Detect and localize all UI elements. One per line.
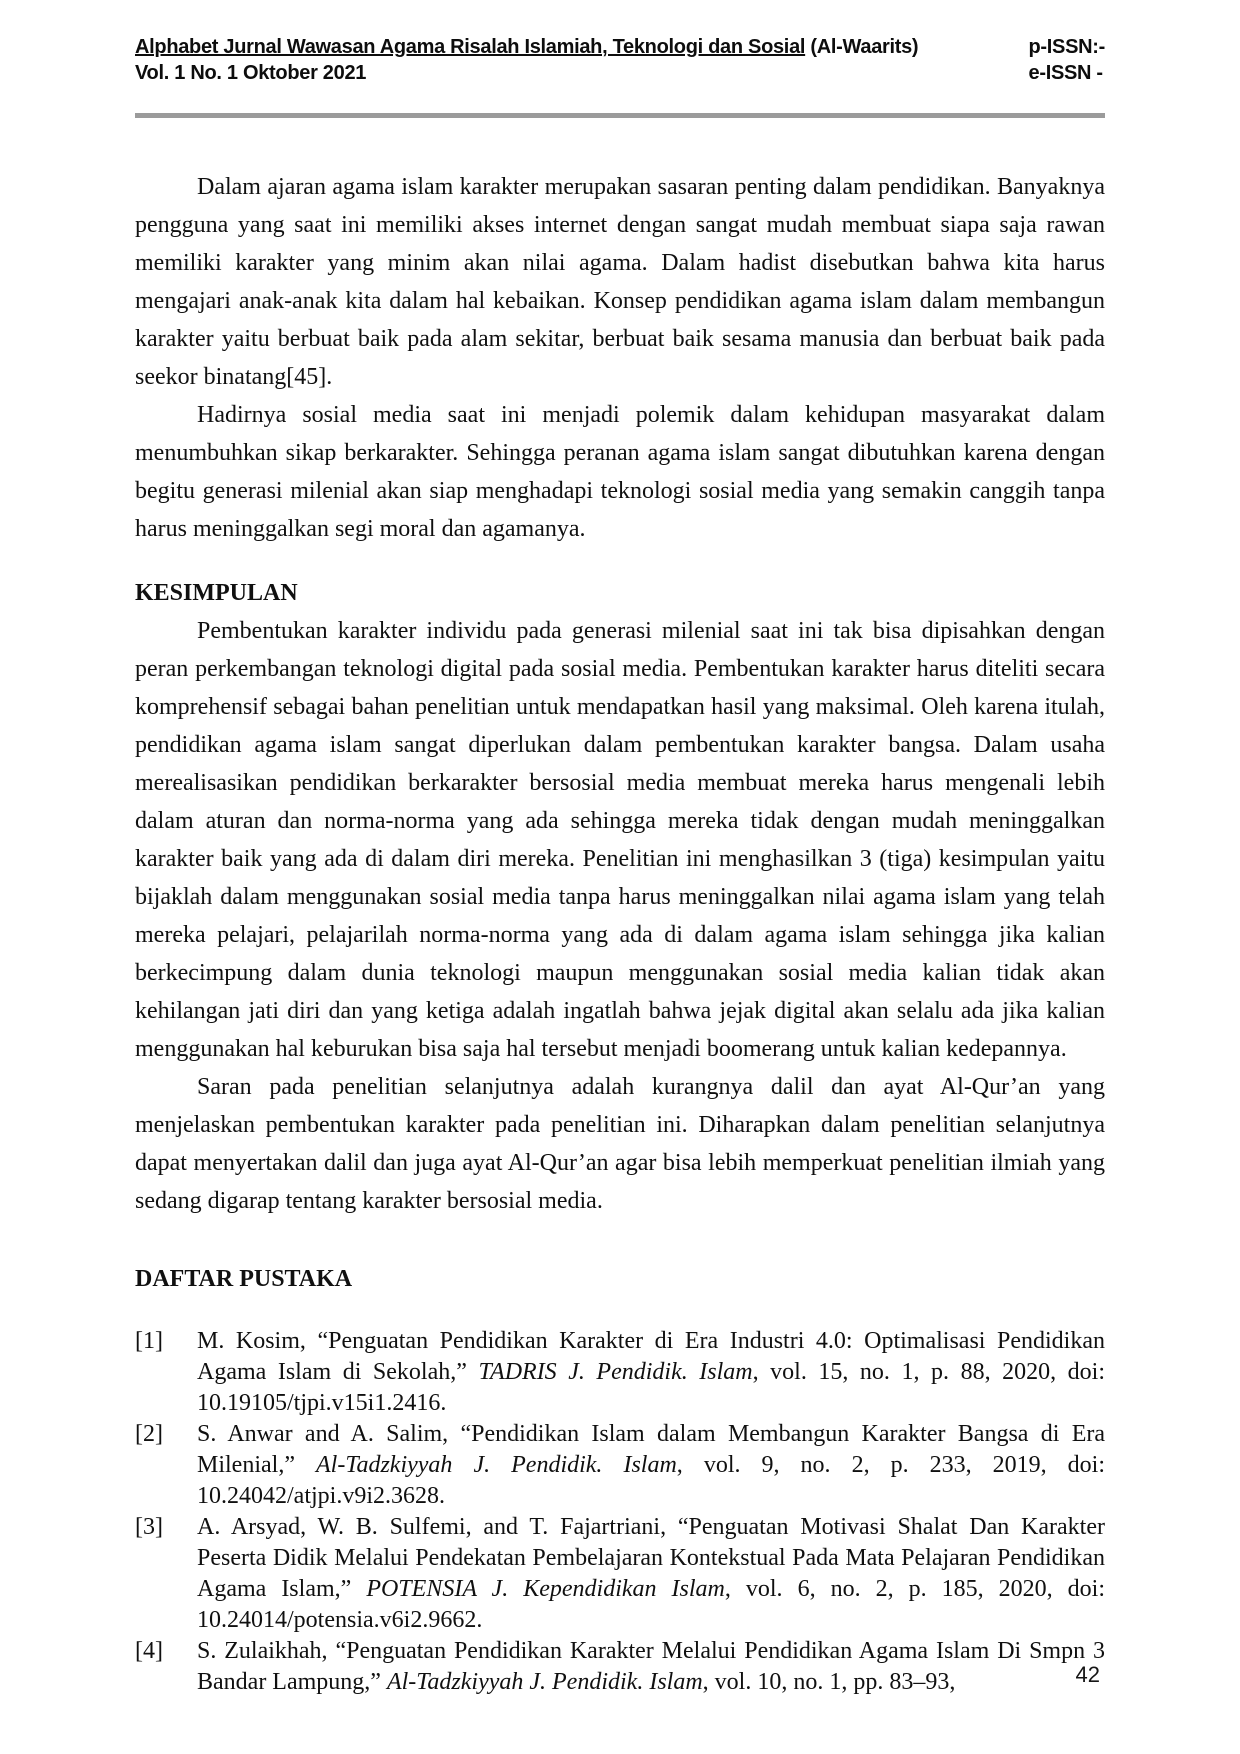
reference-text bbox=[197, 1638, 1105, 1695]
kesimpulan-heading: KESIMPULAN bbox=[135, 580, 298, 606]
reference-segment: M. Kosim, “Penguatan Pendidikan Karakter di Era Industri 4.0: Optimalisasi Pendidikan Agama Islam di Sekolah,” bbox=[197, 1328, 1105, 1385]
journal-title-text: Alphabet Jurnal Wawasan Agama Risalah Islamiah, Teknologi dan Sosial bbox=[135, 36, 806, 58]
reference-journal-name: Al-Tadzkiyyah J. Pendidik. Islam bbox=[386, 1669, 703, 1695]
reference-text bbox=[197, 1328, 1105, 1416]
saran-paragraph: Saran pada penelitian selanjutnya adalah kurangnya dalil dan ayat Al-Qur’an yang menjelaskan pembentukan karakter pada penelitian ini. Diharapkan dalam penelitian selanjutnya dapat menyertakan dalil dan juga ayat Al-Qur’an agar bisa lebih memperkuat penelitian ilmiah yang sedang digarap tentang karakter bersosial media. bbox=[135, 1074, 1105, 1214]
daftar-pustaka-heading: DAFTAR PUSTAKA bbox=[135, 1266, 353, 1292]
reference-number: [3] bbox=[135, 1514, 163, 1540]
reference-segment: , vol. 10, no. 1, pp. 83–93, bbox=[702, 1669, 956, 1695]
reference-entry bbox=[135, 1512, 1105, 1636]
journal-title-abbreviation: (Al-Waarits) bbox=[805, 36, 919, 58]
reference-journal-name: POTENSIA J. Kependidikan Islam bbox=[366, 1576, 725, 1602]
journal-title bbox=[135, 34, 1015, 60]
reference-number: [1] bbox=[135, 1328, 163, 1354]
e-issn-label: e-ISSN - bbox=[1028, 62, 1103, 84]
reference-segment: S. Anwar and A. Salim, “Pendidikan Islam dalam Membangun Karakter Bangsa di Era Milenial,” bbox=[197, 1421, 1105, 1478]
header-issn-block bbox=[1029, 34, 1105, 86]
intro-paragraph-2: Hadirnya sosial media saat ini menjadi polemik dalam kehidupan masyarakat dalam menumbuhkan sikap berkarakter. Sehingga peranan agama islam sangat dibutuhkan karena dengan begitu generasi milenial akan siap menghadapi teknologi sosial media yang semakin canggih tanpa harus meninggalkan segi moral dan agamanya. bbox=[135, 402, 1105, 542]
header-divider-rule bbox=[135, 113, 1105, 118]
header-journal-info bbox=[135, 34, 1015, 86]
reference-segment: A. Arsyad, W. B. Sulfemi, and T. Fajartriani, “Penguatan Motivasi Shalat Dan Karakter Peserta Didik Melalui Pendekatan Pembelajaran Kontekstual Pada Mata Pelajaran Pendidikan Agama Islam,” bbox=[197, 1514, 1105, 1602]
kesimpulan-paragraph: Pembentukan karakter individu pada generasi milenial saat ini tak bisa dipisahkan dengan peran perkembangan teknologi digital pada sosial media. Pembentukan karakter harus diteliti secara komprehensif sebagai bahan penelitian untuk mendapatkan hasil yang maksimal. Oleh karena itulah, pendidikan agama islam sangat diperlukan dalam pembentukan karakter bangsa. Dalam usaha merealisasikan pendidikan berkarakter bersosial media membuat mereka harus mengenali lebih dalam aturan dan norma-norma yang ada sehingga mereka tidak dengan mudah meninggalkan karakter baik yang ada di dalam diri mereka. Penelitian ini menghasilkan 3 (tiga) kesimpulan yaitu bijaklah dalam menggunakan sosial media tanpa harus meninggalkan nilai agama islam yang telah mereka pelajari, pelajarilah norma-norma yang ada di dalam agama islam sehingga jika kalian berkecimpung dalam dunia teknologi maupun menggunakan sosial media kalian tidak akan kehilangan jati diri dan yang ketiga adalah ingatlah bahwa jejak digital akan selalu ada jika kalian menggunakan hal keburukan bisa saja hal tersebut menjadi boomerang untuk kalian kedepannya. bbox=[135, 618, 1105, 1062]
reference-segment: S. Zulaikhah, “Penguatan Pendidikan Karakter Melalui Pendidikan Agama Islam Di Smpn 3 Bandar Lampung,” bbox=[197, 1638, 1105, 1695]
reference-entry bbox=[135, 1326, 1105, 1419]
header-row bbox=[135, 34, 1105, 86]
reference-segment: , vol. 9, no. 2, p. 233, 2019, doi: 10.24042/atjpi.v9i2.3628. bbox=[197, 1452, 1105, 1509]
p-issn-label: p-ISSN:- bbox=[1028, 36, 1105, 58]
reference-number: [4] bbox=[135, 1638, 163, 1664]
reference-segment: , vol. 15, no. 1, p. 88, 2020, doi: 10.19105/tjpi.v15i1.2416. bbox=[197, 1359, 1105, 1416]
reference-segment: , vol. 6, no. 2, p. 185, 2020, doi: 10.24014/potensia.v6i2.9662. bbox=[197, 1576, 1105, 1633]
page-number: 42 bbox=[1075, 1662, 1100, 1687]
reference-list bbox=[135, 1326, 1105, 1698]
reference-text bbox=[197, 1514, 1105, 1633]
page-header bbox=[135, 34, 1105, 118]
article-body bbox=[135, 168, 1105, 1698]
intro-paragraph-1: Dalam ajaran agama islam karakter merupakan sasaran penting dalam pendidikan. Banyaknya pengguna yang saat ini memiliki akses internet dengan sangat mudah membuat siapa saja rawan memiliki karakter yang minim akan nilai agama. Dalam hadist disebutkan bahwa kita harus mengajari anak-anak kita dalam hal kebaikan. Konsep pendidikan agama islam dalam membangun karakter yaitu berbuat baik pada alam sekitar, berbuat baik sesama manusia dan berbuat baik pada seekor binatang[45]. bbox=[135, 174, 1105, 390]
reference-entry bbox=[135, 1419, 1105, 1512]
reference-journal-name: Al-Tadzkiyyah J. Pendidik. Islam bbox=[316, 1452, 677, 1478]
reference-text bbox=[197, 1421, 1105, 1509]
reference-journal-name: TADRIS J. Pendidik. Islam bbox=[478, 1359, 753, 1385]
reference-number: [2] bbox=[135, 1421, 163, 1447]
volume-issue-line: Vol. 1 No. 1 Oktober 2021 bbox=[135, 62, 367, 84]
reference-entry bbox=[135, 1636, 1105, 1698]
